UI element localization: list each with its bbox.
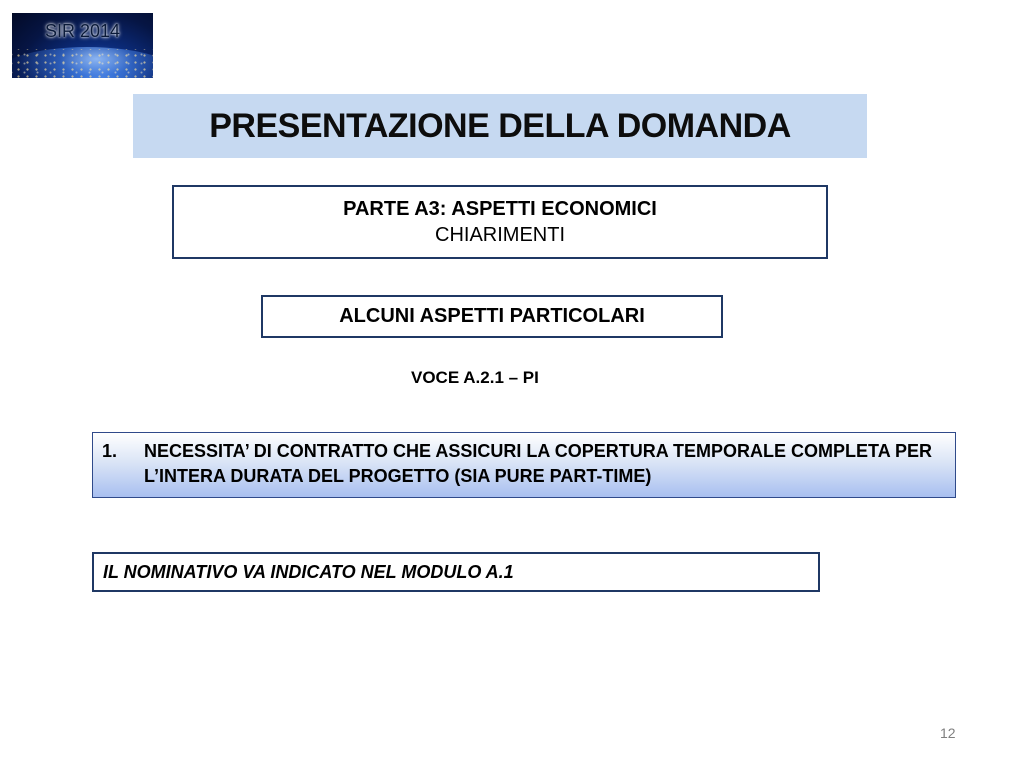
list-item [92,432,956,498]
parte-heading: PARTE A3: ASPETTI ECONOMICI [343,198,657,220]
city-lights-decoration [12,49,153,78]
page-number: 12 [940,725,956,741]
sir-2014-logo [12,13,153,78]
logo-text: SIR 2014 [44,21,121,41]
voce-label: VOCE A.2.1 – PI [411,368,539,387]
list-item-text: NECESSITA’ DI CONTRATTO CHE ASSICURI LA COPERTURA TEMPORALE COMPLETA PER L’INTERA DURATA DEL PROGETTO (SIA PURE PART-TIME) [144,441,933,486]
parte-subheading: CHIARIMENTI [435,224,565,246]
section-label-box [261,295,723,338]
parte-box [172,185,828,259]
list-item-number: 1. [102,441,118,461]
slide-title: PRESENTAZIONE DELLA DOMANDA [209,106,791,145]
section-label: ALCUNI ASPETTI PARTICOLARI [339,305,645,327]
title-banner [133,94,867,158]
note-box [92,552,820,592]
note-text: IL NOMINATIVO VA INDICATO NEL MODULO A.1 [103,561,514,582]
